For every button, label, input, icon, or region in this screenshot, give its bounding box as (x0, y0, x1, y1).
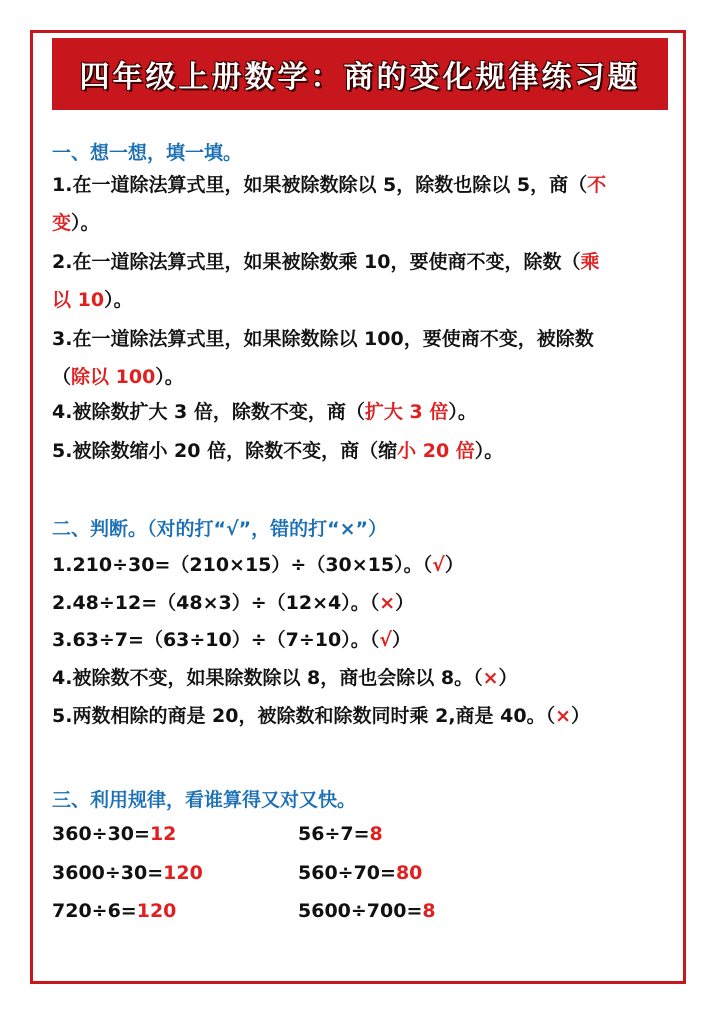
calc-expression: 360÷30= (52, 823, 150, 845)
answer-text: 除以 100 (71, 366, 156, 388)
calc-expression: 56÷7= (298, 823, 370, 845)
calc-answer: 120 (163, 862, 203, 884)
fill-item-3 (52, 358, 668, 396)
calc-answer: 12 (149, 823, 177, 845)
judge-item-4 (52, 659, 668, 697)
question-text: 2.在一道除法算式里，如果被除数乘 10，要使商不变，除数（ (52, 251, 581, 273)
question-text: ）。 (474, 440, 504, 462)
section1-heading: 一、想一想，填一填。 (52, 142, 243, 164)
section2-heading: 二、判断。（对的打“√”，错的打“×”） (52, 518, 388, 540)
question-text: （ (52, 366, 72, 388)
question-text: 2.48÷12=（48×3）÷（12×4）。（ (52, 592, 380, 614)
calc-answer: 80 (395, 862, 423, 884)
question-text: ） (395, 592, 415, 614)
calc-expression: 560÷70= (298, 862, 396, 884)
question-text: ） (498, 667, 518, 689)
question-text: ）。 (448, 401, 477, 423)
answer-text: × (555, 705, 572, 727)
question-text: 5.两数相除的商是 20，被除数和除数同时乘 2,商是 40。（ (52, 705, 556, 727)
calc-left-3 (52, 900, 176, 922)
calc-left-1 (52, 823, 176, 845)
fill-item-4 (52, 393, 668, 431)
question-text: 1.在一道除法算式里，如果被除数除以 5，除数也除以 5，商（ (52, 174, 588, 196)
question-text: ） (444, 554, 464, 576)
calc-expression: 720÷6= (52, 900, 137, 922)
answer-text: 以 10 (52, 289, 105, 311)
question-text: ）。 (71, 212, 100, 234)
question-text: ） (571, 705, 591, 727)
fill-item-1 (52, 166, 668, 204)
question-text: 4.被除数不变，如果除数除以 8，商也会除以 8。（ (52, 667, 483, 689)
section3-heading: 三、利用规律，看谁算得又对又快。 (52, 789, 357, 811)
calc-answer: 120 (136, 900, 177, 922)
answer-text: √ (432, 554, 445, 576)
calc-expression: 3600÷30= (52, 862, 164, 884)
calc-right-3 (298, 900, 436, 922)
answer-text: 小 20 倍 (397, 440, 475, 462)
question-text: 1.210÷30=（210×15）÷（30×15）。（ (52, 554, 433, 576)
calc-right-2 (298, 862, 422, 884)
judge-item-1 (52, 546, 668, 584)
fill-item-1 (52, 204, 668, 242)
judge-item-5 (52, 697, 668, 735)
answer-text: √ (379, 629, 392, 651)
calc-right-1 (298, 823, 383, 845)
question-text: ） (391, 629, 411, 651)
question-text: ）。 (155, 366, 184, 388)
fill-item-2 (52, 281, 668, 319)
calc-expression: 5600÷700= (298, 900, 423, 922)
question-text: 4.被除数扩大 3 倍，除数不变，商（ (52, 401, 365, 423)
title-banner (52, 38, 668, 110)
calc-answer: 8 (369, 823, 383, 845)
question-text: 3.63÷7=（63÷10）÷（7÷10）。（ (52, 629, 380, 651)
answer-text: 乘 (580, 251, 600, 273)
question-text: ）。 (104, 289, 133, 311)
page-title: 四年级上册数学：商的变化规律练习题 (79, 60, 641, 95)
fill-item-3 (52, 320, 668, 358)
judge-item-3 (52, 621, 668, 659)
calc-answer: 8 (422, 900, 436, 922)
answer-text: 变 (52, 212, 72, 234)
answer-text: × (379, 592, 396, 614)
question-text: 3.在一道除法算式里，如果除数除以 100，要使商不变，被除数 (52, 328, 594, 350)
calc-left-2 (52, 862, 203, 884)
answer-text: 不 (587, 174, 607, 196)
answer-text: × (482, 667, 499, 689)
question-text: 5.被除数缩小 20 倍，除数不变，商（缩 (52, 440, 398, 462)
answer-text: 扩大 3 倍 (364, 401, 449, 423)
fill-item-2 (52, 243, 668, 281)
fill-item-5 (52, 432, 668, 470)
judge-item-2 (52, 584, 668, 622)
